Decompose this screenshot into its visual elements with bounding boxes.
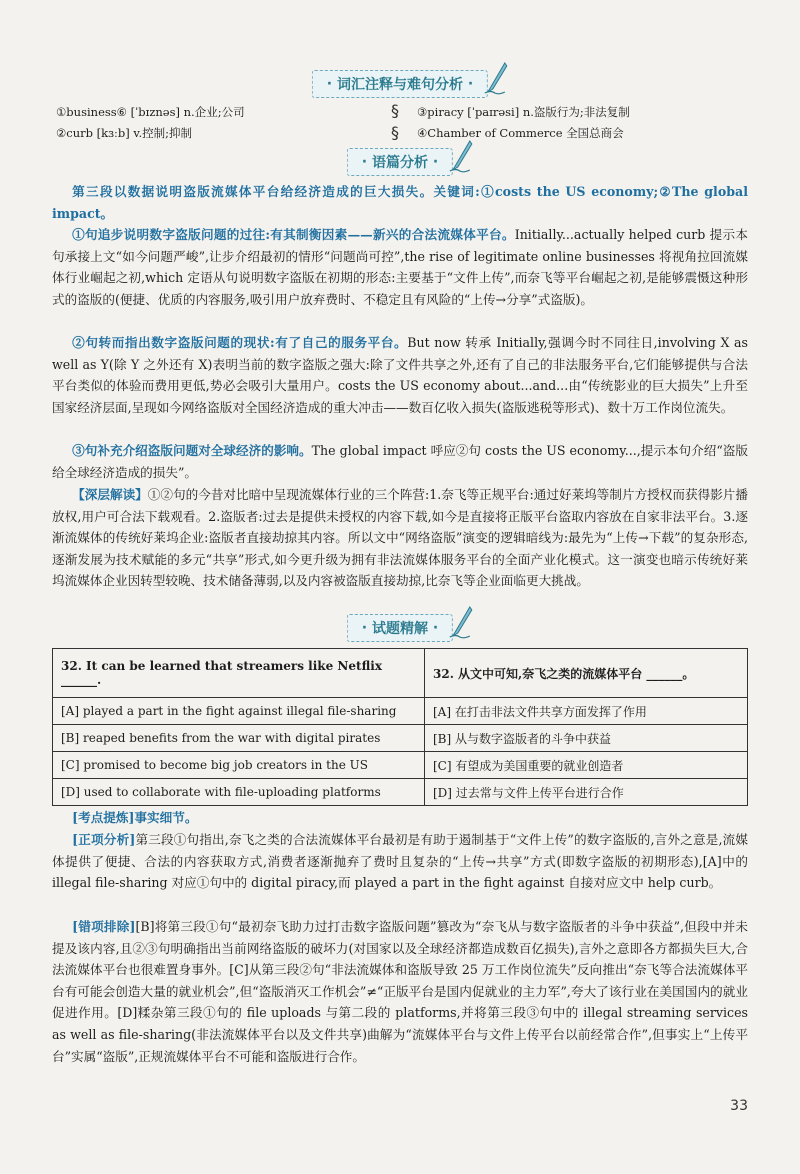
paragraph-1-body: Initially...actually helped curb 提示本句承接上文“如今问题严峻”,让步介绍最初的情形“问题尚可控”,the rise of legitimate online businesses 将视角拉回流媒体行业崛起之初,which 定语从句说明数字盗版在初期的形态:主要基于“文件上传”,而奈飞等平台崛起之初,是能够震慑这种形式的盗版的(便捷、优质的内容服务,吸引用户放弃费时、不稳定且有风险的“上传→分享”式盗版)。	[52, 227, 748, 307]
point-label: [考点提炼]	[72, 810, 135, 825]
vocab-item-piracy: ③piracy [ˈpaɪrəsi] n.盗版行为;非法复制	[417, 105, 630, 119]
paragraph-1-heading: ①句追步说明数字盗版问题的过往:有其制衡因素——新兴的合法流媒体平台。	[72, 227, 515, 242]
option-row-c	[53, 752, 748, 779]
discourse-paragraph-1	[52, 224, 748, 310]
pen-icon	[448, 605, 474, 639]
option-row-b	[53, 725, 748, 752]
option-d-zh: [D] 过去常与文件上传平台进行合作	[425, 779, 748, 806]
vocab-section-title: 词汇注释与难句分析	[337, 77, 463, 93]
section-banner-vocab	[312, 70, 488, 98]
paragraph-2-body: But now 转承 Initially,强调今时不同往日,involving X as well as Y(除 Y 之外还有 X)表明当前的数字盗版之强大:除了文件共享之外,还有了自己的非法服务平台,它们能够提供与合法平台类似的体验而费用更低,势必会吸引大量用户。costs the US economy about...and...由“传统影业的巨大损失”上升至国家经济层面,呈现如今网络盗版对全国经济造成的重大冲击——数百亿收入损失(盗版逃税等形式)、数十万工作岗位流失。	[52, 335, 748, 415]
option-a-zh: [A] 在打击非法文件共享方面发挥了作用	[425, 698, 748, 725]
option-row-a	[53, 698, 748, 725]
deep-reading	[52, 484, 748, 592]
correct-analysis	[52, 829, 748, 894]
discourse-paragraph-2	[52, 332, 748, 418]
discourse-section-title: 语篇分析	[372, 155, 428, 171]
question-row	[53, 649, 748, 698]
vocab-item-business: ①business⑥ [ˈbɪznəs] n.企业;公司	[56, 105, 245, 119]
wrong-body: [B]将第三段①句“最初奈飞助力过打击数字盗版问题”篡改为“奈飞从与数字盗版者的斗争中获益”,但段中并未提及该内容,且②③句明确指出当前网络盗版的破坏力(对国家以及全球经济都造成数百亿损失),言外之意即各方都损失巨大,合法流媒体平台也很难置身事外。[C]从第三段②句“非法流媒体和盗版导致 25 万工作岗位流失”反向推出“奈飞等合法流媒体平台有可能会创造大量的就业机会”,但“盗版消灭工作机会”≠“正版平台是国内促就业的主力军”,夸大了该行业在美国国内的就业促进作用。[D]糅杂第三段①句的 file uploads 与第二段的 platforms,并将第三段③句中的 illegal streaming services as well as file-sharing(非法流媒体平台以及文件共享)曲解为“流媒体平台与文件上传平台以前经常合作”,但事实上“上传平台”实属“盗版”,正规流媒体平台不可能和盗版进行合作。	[52, 919, 748, 1064]
vocab-item-chamber: ④Chamber of Commerce 全国总商会	[417, 126, 624, 140]
question-table	[52, 648, 748, 806]
point-summary	[52, 807, 748, 829]
discourse-paragraph-3	[52, 440, 748, 483]
banner-dot-left: ·	[326, 76, 337, 92]
paragraph-2-heading: ②句转而指出数字盗版问题的现状:有了自己的服务平台。	[72, 335, 408, 350]
divider-squiggle: § §	[391, 101, 399, 142]
banner-dot-right: ·	[463, 76, 474, 92]
discourse-intro: 第三段以数据说明盗版流媒体平台给经济造成的巨大损失。关键词:①costs the US economy;②The global impact。	[52, 184, 748, 221]
pen-icon	[448, 139, 474, 173]
option-a-en: [A] played a part in the fight against illegal file-sharing	[53, 698, 425, 725]
wrong-analysis	[52, 916, 748, 1067]
option-c-en: [C] promised to become big job creators in the US	[53, 752, 425, 779]
paragraph-3-body: The global impact 呼应②句 costs the US economy...,提示本句介绍“盗版给全球经济造成的损失”。	[52, 443, 749, 480]
question-stem-en: 32. It can be learned that streamers like Netflix ______.	[53, 649, 425, 698]
question-stem-zh: 32. 从文中可知,奈飞之类的流媒体平台 ______。	[425, 649, 748, 698]
deep-reading-body: ①②句的今昔对比暗中呈现流媒体行业的三个阵营:1.奈飞等正规平台:通过好莱坞等制片方授权而获得影片播放权,用户可合法下载观看。2.盗版者:过去是提供未授权的内容下载,如今是直接将正版平台盗取内容放在自家非法平台。3.逐渐流媒体的传统好莱坞企业:盗版者直接劫掠其内容。所以文中“网络盗版”演变的逻辑暗线为:最先为“上传→下载”的复杂形态,逐渐发展为技术赋能的多元“共享”形式,如今更升级为拥有非法流媒体服务平台的全面产业化模式。这一演变也暗示传统好莱坞流媒体企业因转型较晚、技术储备薄弱,以及内容被盗版直接劫掠,比奈飞等企业面临更大挑战。	[52, 487, 748, 589]
paragraph-3-heading: ③句补充介绍盗版问题对全球经济的影响。	[72, 443, 312, 458]
option-row-d	[53, 779, 748, 806]
point-body: 事实细节。	[134, 810, 198, 825]
option-b-zh: [B] 从与数字盗版者的斗争中获益	[425, 725, 748, 752]
deep-reading-label: 【深层解读】	[72, 487, 148, 502]
section-banner-discourse: · 语篇分析 ·	[347, 148, 453, 176]
correct-label: [正项分析]	[72, 832, 136, 847]
pen-icon	[483, 61, 509, 95]
page-number: 33	[730, 1098, 748, 1114]
vocab-item-curb: ②curb [kɜːb] v.控制;抑制	[56, 126, 193, 140]
wrong-label: [错项排除]	[72, 919, 136, 934]
correct-body: 第三段①句指出,奈飞之类的合法流媒体平台最初是有助于遏制基于“文件上传”的数字盗版的,言外之意是,流媒体提供了便捷、合法的内容获取方式,消费者逐渐抛弃了费时且复杂的“上传→共享”方式(即数字盗版的初期形态),[A]中的 illegal file-sharing 对应①句中的 digital piracy,而 played a part in the fight against 自接对应文中 help curb。	[52, 832, 749, 891]
option-c-zh: [C] 有望成为美国重要的就业创造者	[425, 752, 748, 779]
section-banner-exam: · 试题精解 ·	[347, 614, 453, 642]
option-d-en: [D] used to collaborate with file-uploading platforms	[53, 779, 425, 806]
option-b-en: [B] reaped benefits from the war with digital pirates	[53, 725, 425, 752]
exam-section-title: 试题精解	[372, 621, 428, 637]
